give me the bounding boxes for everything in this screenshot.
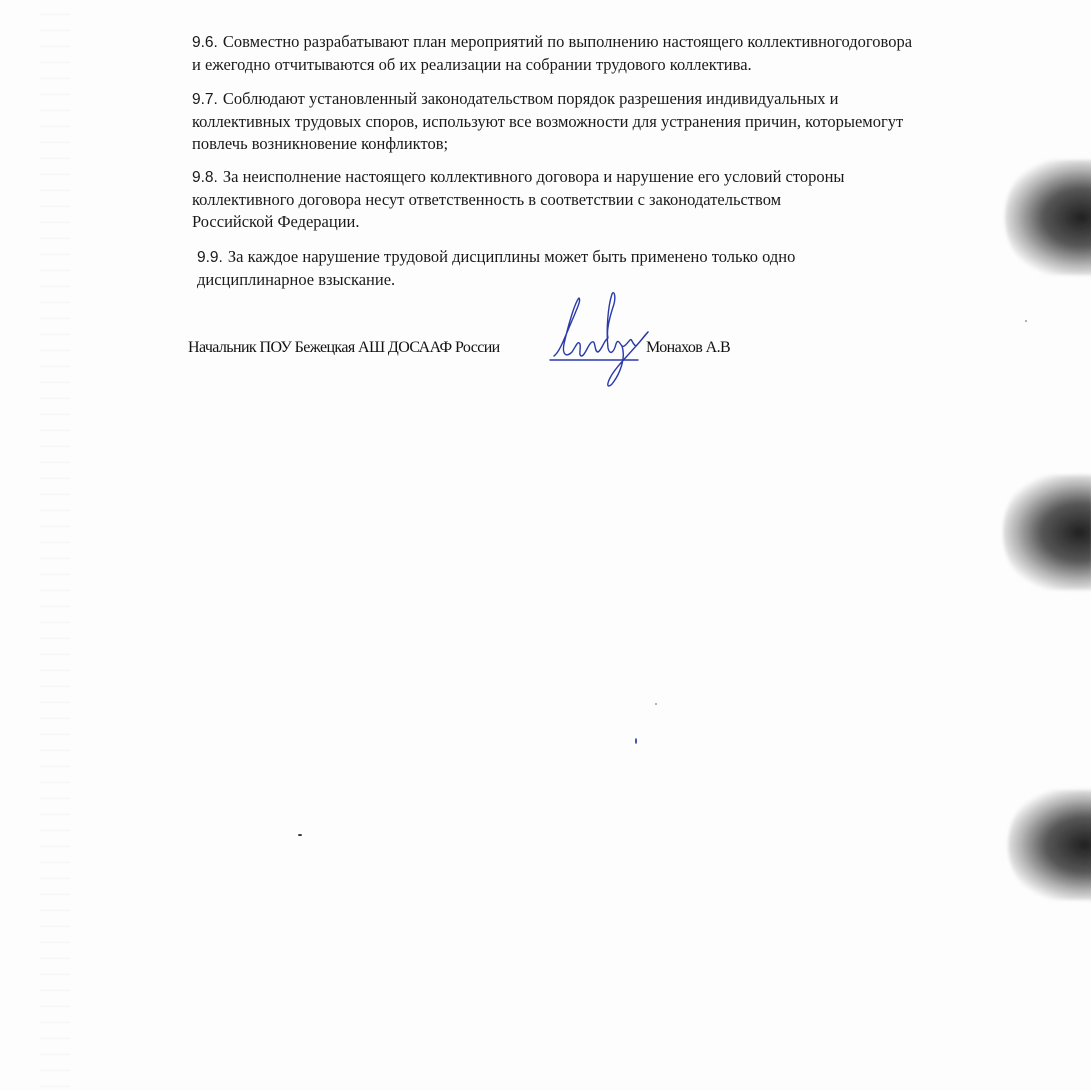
clause-line: Российской Федерации. — [192, 212, 360, 231]
clause-number: 9.9. — [197, 249, 223, 266]
scan-speck — [635, 738, 637, 744]
scan-speck — [298, 834, 302, 836]
clause-number: 9.6. — [192, 34, 218, 51]
scan-speck — [655, 703, 657, 705]
clause-line — [192, 88, 903, 111]
scan-speck — [1025, 320, 1027, 322]
clause-line — [192, 31, 912, 54]
handwritten-signature — [548, 282, 660, 394]
scan-smudge — [1003, 475, 1091, 590]
clause-line — [192, 166, 845, 189]
scan-margin-noise — [40, 0, 70, 1091]
clause-text: За каждое нарушение трудовой дисциплины может быть применено только одно — [227, 247, 796, 266]
clause-number: 9.7. — [192, 91, 218, 108]
clause-9-9 — [197, 246, 795, 291]
clause-line: коллективных трудовых споров, используют все возможности для устранения причин, которыемогут — [192, 112, 904, 131]
clause-number: 9.8. — [192, 169, 218, 186]
clause-line: коллективного договора несут ответственность в соответствии с законодательством — [192, 190, 782, 209]
clause-line: дисциплинарное взыскание. — [197, 270, 396, 289]
clause-line: повлечь возникновение конфликтов; — [192, 134, 449, 153]
clause-9-8 — [192, 166, 845, 233]
clause-9-6 — [192, 31, 912, 76]
clause-text: Совместно разрабатывают план мероприятий по выполнению настоящего коллективногодоговора — [222, 32, 913, 51]
scan-smudge — [1005, 160, 1091, 275]
clause-line — [197, 246, 795, 269]
scan-smudge — [1008, 790, 1091, 900]
clause-9-7 — [192, 88, 903, 155]
clause-line: и ежегодно отчитываются об их реализации на собрании трудового коллектива. — [192, 55, 752, 74]
signatory-position: Начальник ПОУ Бежецкая АШ ДОСААФ России — [188, 339, 500, 356]
clause-text: За неисполнение настоящего коллективного договора и нарушение его условий стороны — [222, 167, 845, 186]
clause-text: Соблюдают установленный законодательством порядок разрешения индивидуальных и — [222, 89, 839, 108]
signatory-name: Монахов А.В — [646, 339, 731, 356]
